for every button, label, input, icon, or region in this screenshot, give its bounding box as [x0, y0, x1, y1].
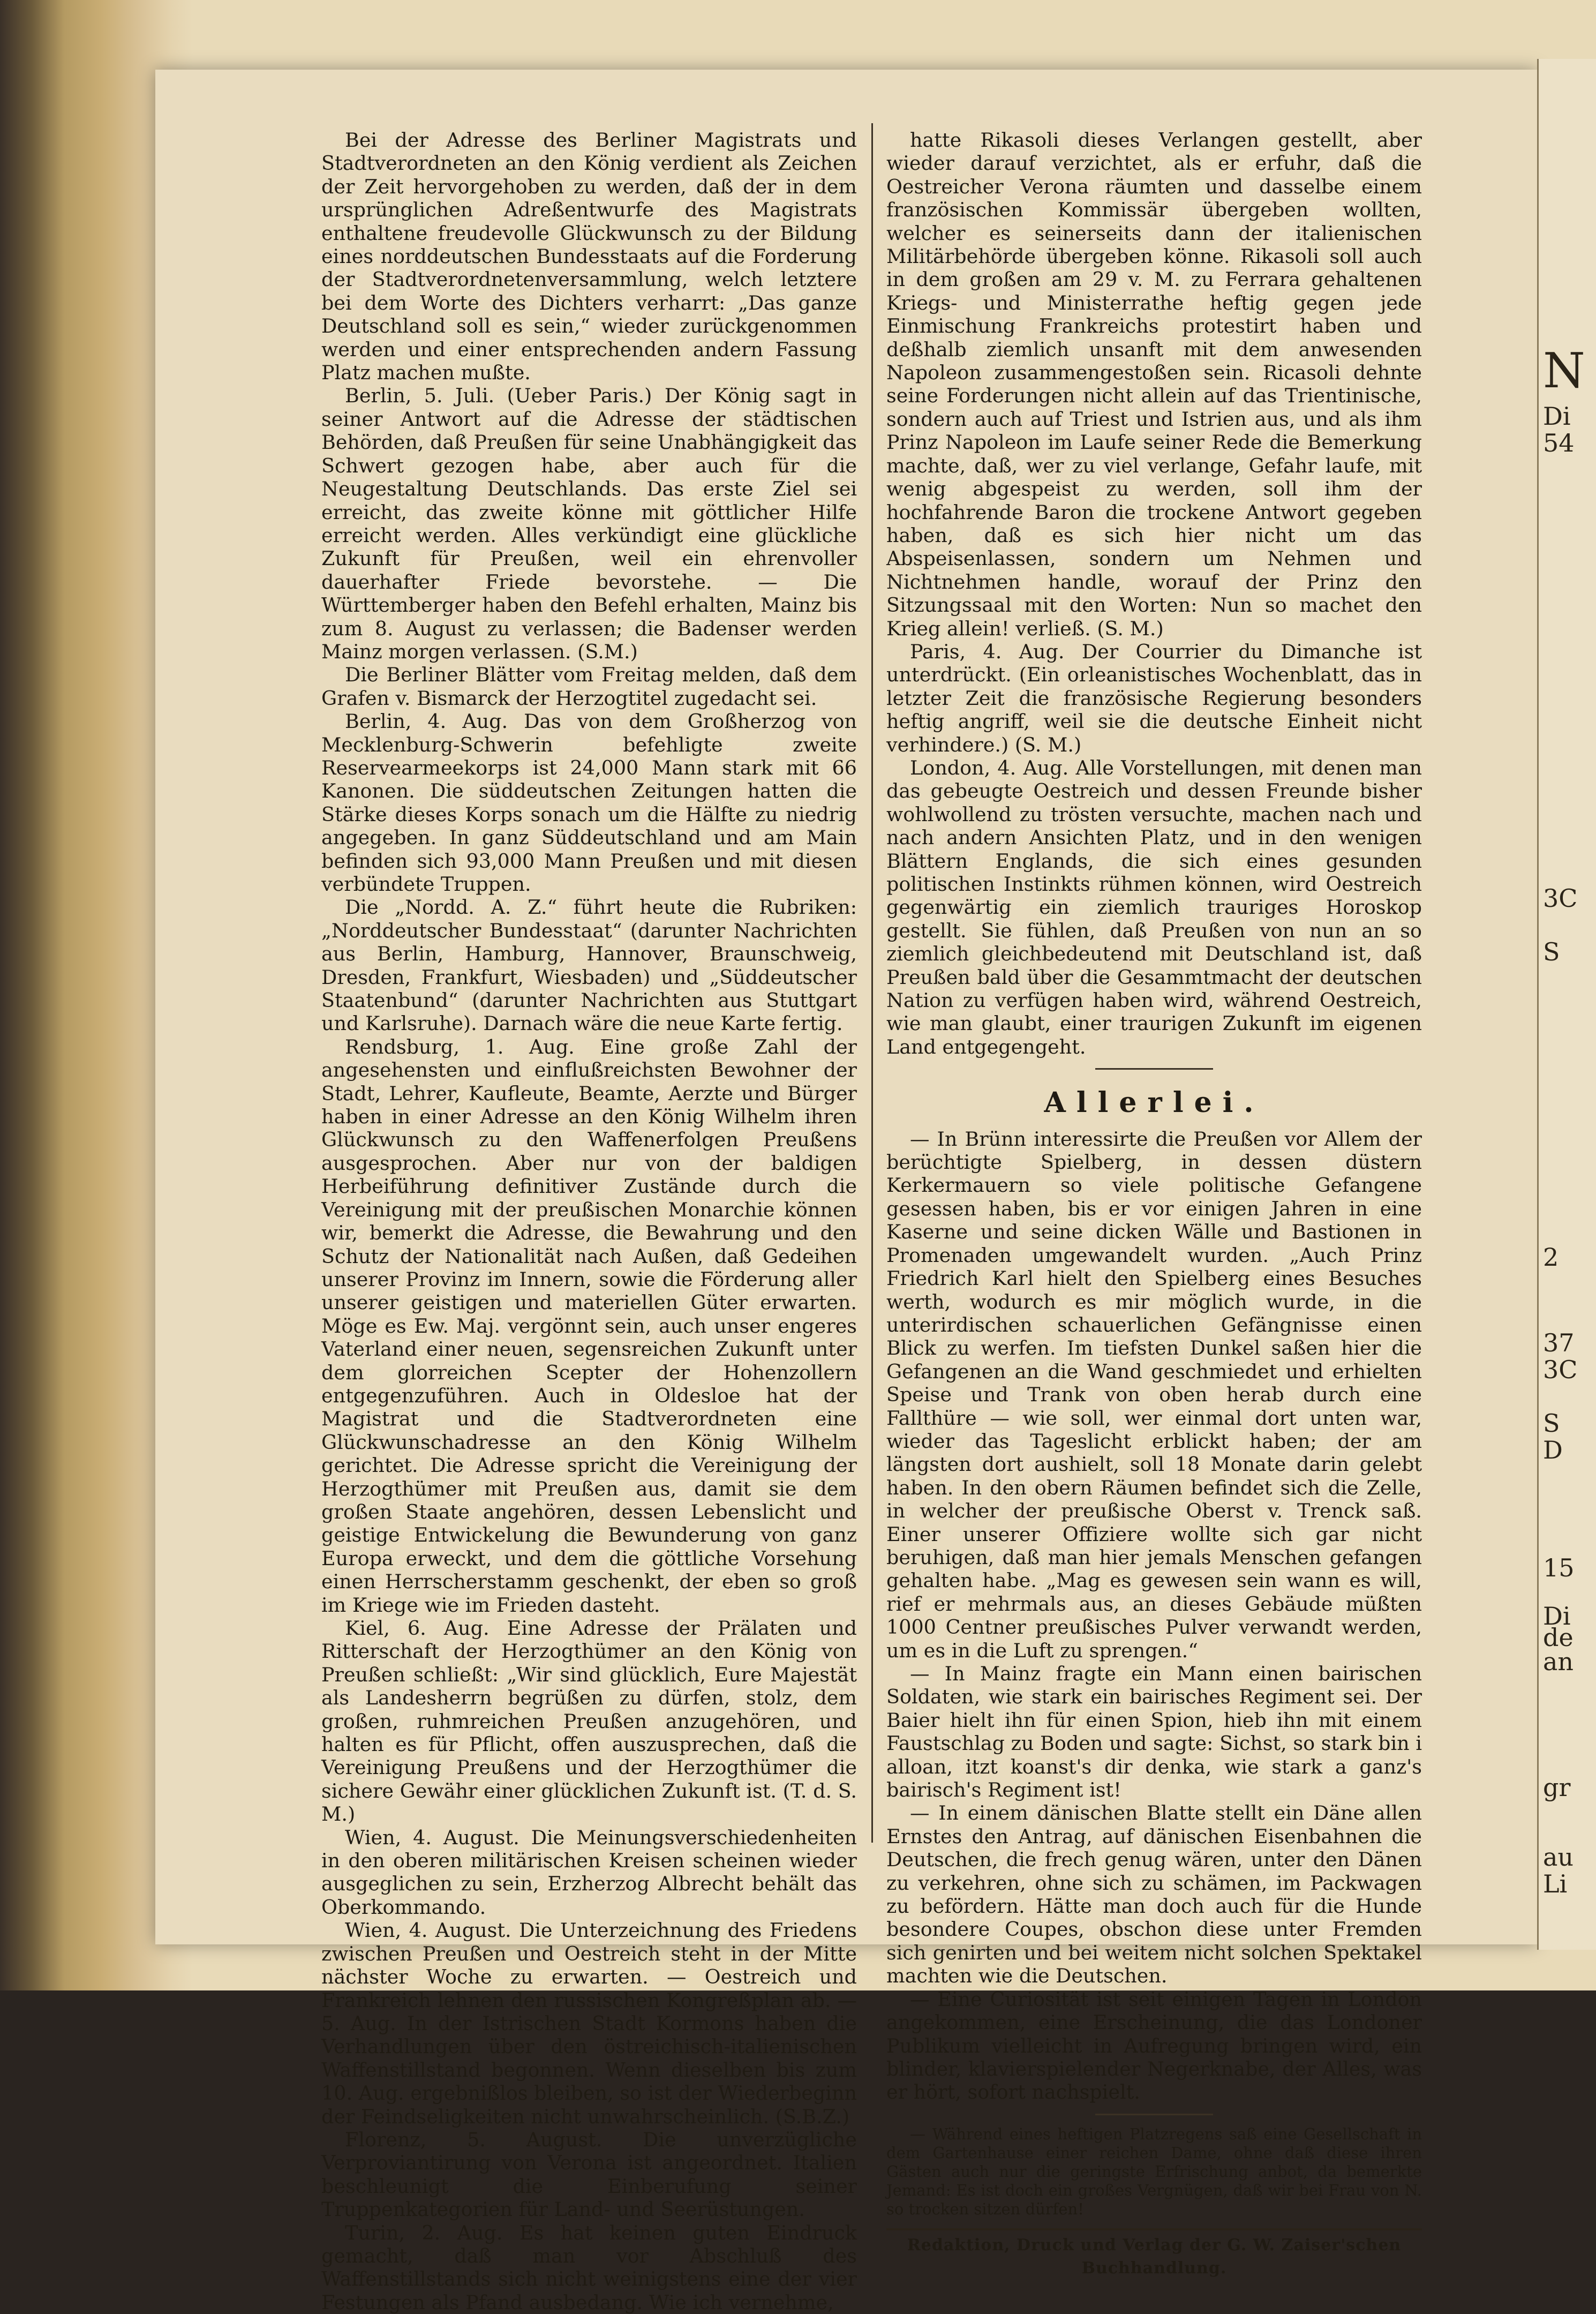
article-paragraph: Die „Nordd. A. Z.“ führt heute die Rubriken: „Norddeutscher Bundesstaat“ (darunter Nachrichten aus Berlin, Hamburg, Hannover, Braunschweig, Dresden, Frankfurt, Wiesbaden) und „Süddeutscher Staatenbund“ (darunter Nachrichten aus Stuttgart und Karlsruhe). Darnach wäre die neue Karte fertig.: [321, 896, 857, 1035]
article-paragraph: Kiel, 6. Aug. Eine Adresse der Prälaten und Ritterschaft der Herzogthümer an den König von Preußen schließt: „Wir sind glücklich, Eure Majestät als Landesherrn begrüßen zu dürfen, stolz, dem großen, ruhmreichen Preußen anzugehören, und halten es für Pflicht, offen auszusprechen, daß die Vereinigung Preußens und der Herzogthümer die sichere Gewähr einer glücklichen Zukunft ist. (T. d. S. M.): [321, 1617, 857, 1826]
left-column: [321, 129, 857, 2314]
article-paragraph: Die Berliner Blätter vom Freitag melden, daß dem Grafen v. Bismarck der Herzogtitel zugedacht sei.: [321, 663, 857, 710]
right-column: [886, 129, 1422, 2278]
article-paragraph: Wien, 4. August. Die Unterzeichnung des Friedens zwischen Preußen und Oestreich steht in der Mitte nächster Woche zu erwarten. — Oestreich und Frankreich lehnen den russischen Kongreßplan ab. — 5. Aug. In der Istrischen Stadt Kormons haben die Verhandlungen über den östreichisch-italienischen Waffenstillstand begonnen. Wenn dieselben bis zum 10. Aug. ergebnißlos bleiben, so ist der Wiederbeginn der Feindseligkeiten nicht unwahrscheinlich. (S.B.Z.): [321, 1919, 857, 2128]
edge-fragment: Li: [1543, 1869, 1568, 1898]
article-paragraph: hatte Rikasoli dieses Verlangen gestellt, aber wieder darauf verzichtet, als er erfuhr, daß die Oestreicher Verona räumten und dasselbe einem französischen Kommissär übergeben wollten, welcher es seinerseits dann der italienischen Militärbehörde übergeben könne. Rikasoli soll auch in dem großen am 29 v. M. zu Ferrara gehaltenen Kriegs- und Ministerrathe heftig gegen jede Einmischung Frankreichs protestirt haben und deßhalb ziemlich unsanft mit dem anwesenden Napoleon zusammengestoßen sein. Ricasoli dehnte seine Forderungen nicht allein auf das Trientinische, sondern auch auf Triest und Istrien aus, und als ihm Prinz Napoleon im Laufe seiner Rede die Bemerkung machte, daß, wer zu viel verlange, Gefahr laufe, mit wenig abgespeist zu werden, soll ihm der hochfahrende Baron die trockene Antwort gegeben haben, daß es sich hier nicht um das Abspeisenlassen, sondern um Nehmen und Nichtnehmen handle, worauf der Prinz den Sitzungssaal mit den Worten: Nun so machet den Krieg allein! verließ. (S. M.): [886, 129, 1422, 640]
edge-fragment: D: [1543, 1436, 1563, 1464]
article-paragraph: London, 4. Aug. Alle Vorstellungen, mit denen man das gebeugte Oestreich und dessen Freunde bisher wohlwollend zu trösten versuchte, machen nach und nach andern Ansichten Platz, und in den wenigen Blättern Englands, die sich eines gesunden politischen Instinkts rühmen können, wird Oestreich gegenwärtig ein ziemlich trauriges Horoskop gestellt. Sie fühlen, daß Preußen von nun an so ziemlich gleichbedeutend mit Deutschland ist, daß Preußen bald über die Gesammtmacht der deutschen Nation zu verfügen haben wird, während Oestreich, wie man glaubt, einer traurigen Zukunft im eigenen Land entgegengeht.: [886, 756, 1422, 1058]
miscellany-item: — In Mainz fragte ein Mann einen bairischen Soldaten, wie stark ein bairisches Regiment sei. Der Baier hielt ihn für einen Spion, hieb ihn mit einem Faustschlag zu Boden und sagte: Sichst, so stark bin i alloan, itzt koanst's dir denka, wie stark a ganz's bairisch's Regiment ist!: [886, 1662, 1422, 1802]
edge-fragment: 2: [1543, 1243, 1559, 1272]
miscellany-item: — Eine Curiosität ist seit einigen Tagen in London angekommen, eine Erscheinung, die das Londoner Publikum vielleicht in Aufregung bringen wird, ein blinder, klavierspielender Negerknabe, der Alles, was er hört, sofort nachspielt.: [886, 1987, 1422, 2104]
section-heading: Allerlei.: [1044, 1086, 1264, 1120]
section-divider: [1095, 2114, 1213, 2115]
imprint-rule: [886, 2228, 1422, 2230]
imprint-line: Redaktion, Druck und Verlag der G. W. Zaiser'schen Buchhandlung.: [907, 2235, 1402, 2278]
article-paragraph: Wien, 4. August. Die Meinungsverschiedenheiten in den oberen militärischen Kreisen scheinen wieder ausgeglichen zu sein, Erzherzog Albrecht behält das Oberkommando.: [321, 1825, 857, 1919]
edge-fragment: gr: [1543, 1773, 1571, 1802]
edge-fragment: Di: [1543, 402, 1571, 431]
article-paragraph: Turin, 2. Aug. Es hat keinen guten Eindruck gemacht, daß man vor Abschluß des Waffenstillstands sich nicht weinigstens eine der vier Festungen als Pfand ausbedang. Wie ich vernehme,: [321, 2221, 857, 2314]
edge-fragment: Di: [1543, 1602, 1571, 1631]
edge-fragment: 15: [1543, 1553, 1575, 1582]
article-paragraph: Paris, 4. Aug. Der Courrier du Dimanche ist unterdrückt. (Ein orleanistisches Wochenblatt, das in letzter Zeit die französische Regierung besonders heftig angriff, weil sie die deutsche Einheit nicht verhindere.) (S. M.): [886, 640, 1422, 756]
section-divider: [1095, 1068, 1213, 1070]
adjacent-page-edge: [1537, 59, 1596, 1950]
edge-fragment: S: [1543, 937, 1560, 966]
article-paragraph: Florenz, 5. August. Die unverzügliche Verproviantirung von Verona ist angeordnet. Italien beschleunigt die Einberufung seiner Truppenkategorien für Land- und Seerüstungen.: [321, 2128, 857, 2221]
miscellany-item: — In einem dänischen Blatte stellt ein Däne allen Ernstes den Antrag, auf dänischen Eisenbahnen die Deutschen, die frech genug wären, unter den Dänen zu verkehren, ohne sich zu schämen, im Packwagen zu befördern. Hätte man doch auch für die Hunde besondere Coupes, obschon diese unter Fremden sich genirten und bei weitem nicht solchen Spektakel machten wie die Deutschen.: [886, 1801, 1422, 1988]
edge-fragment: de: [1543, 1623, 1574, 1652]
edge-fragment: 3C: [1543, 884, 1578, 913]
edge-fragment: 37: [1543, 1328, 1575, 1357]
article-paragraph: Berlin, 4. Aug. Das von dem Großherzog von Mecklenburg-Schwerin befehligte zweite Reservearmeekorps ist 24,000 Mann stark mit 66 Kanonen. Die süddeutschen Zeitungen hatten die Stärke dieses Korps sonach um die Hälfte zu niedrig angegeben. In ganz Süddeutschland und am Main befinden sich 93,000 Mann Preußen und mit diesen verbündete Truppen.: [321, 710, 857, 896]
miscellany-item: — In Brünn interessirte die Preußen vor Allem der berüchtigte Spielberg, in dessen düstern Kerkermauern so viele politische Gefangene gesessen haben, bis er vor einigen Jahren in eine Kaserne und seine dicken Wälle und Bastionen in Promenaden umgewandelt wurden. „Auch Prinz Friedrich Karl hielt den Spielberg eines Besuches werth, wodurch es mir möglich wurde, in die unterirdischen schauerlichen Gefängnisse einen Blick zu werfen. Im tiefsten Dunkel saßen hier die Gefangenen an die Wand geschmiedet und erhielten Speise und Trank von oben herab durch eine Fallthüre — wie soll, wer einmal dort unten war, wieder das Tageslicht erblickt haben; der am längsten dort aushielt, soll 18 Monate darin gelebt haben. In den obern Räumen befindet sich die Zelle, in welcher der preußische Oberst v. Trenck saß. Einer unserer Offiziere wollte sich gar nicht beruhigen, daß man hier jemals Menschen gefangen gehalten habe. „Mag es gewesen sein wann es will, rief er mehrmals aus, an dieses Gebäude müßten 1000 Centner preußisches Pulver verwandt werden, um es in die Luft zu sprengen.“: [886, 1127, 1422, 1662]
article-paragraph: Bei der Adresse des Berliner Magistrats und Stadtverordneten an den König verdient als Zeichen der Zeit hervorgehoben zu werden, daß der in dem ursprünglichen Adreßentwurfe des Magistrats enthaltene freudevolle Glückwunsch zu der Bildung eines norddeutschen Bundesstaats auf die Forderung der Stadtverordnetenversammlung, welch letztere bei dem Worte des Dichters verharrt: „Das ganze Deutschland soll es sein,“ wieder zurückgenommen werden und einer entsprechenden andern Fassung Platz machen mußte.: [321, 129, 857, 385]
small-print-note: — Während eines heftigen Platzregens saß eine Gesellschaft in dem Gartenhause einer reichen Dame, ohne daß diese ihren Gästen auch nur die geringste Erfrischung anbot, da bemerkte Jemand: Es ist doch ein großes Vergnügen, daß wir bei Frau von N. so trocken sitzen dürfen!: [886, 2124, 1422, 2218]
edge-fragment: 54: [1543, 429, 1575, 457]
edge-fragment: an: [1543, 1647, 1574, 1676]
edge-fragment: S: [1543, 1409, 1560, 1438]
column-divider: [871, 123, 873, 1843]
article-paragraph: Berlin, 5. Juli. (Ueber Paris.) Der König sagt in seiner Antwort auf die Adresse der städtischen Behörden, daß Preußen für seine Unabhängigkeit das Schwert gezogen habe, aber auch für die Neugestaltung Deutschlands. Das erste Ziel sei erreicht, das zweite könne mit göttlicher Hilfe erreicht werden. Alles verkündigt eine glückliche Zukunft für Preußen, weil ein ehrenvoller dauerhafter Friede bevorstehe. — Die Württemberger haben den Befehl erhalten, Mainz bis zum 8. August zu verlassen; die Badenser werden Mainz morgen verlassen. (S.M.): [321, 384, 857, 663]
edge-fragment: au: [1543, 1843, 1574, 1872]
edge-fragment: 3C: [1543, 1355, 1578, 1384]
edge-fragment: N: [1543, 343, 1585, 399]
article-paragraph: Rendsburg, 1. Aug. Eine große Zahl der angesehensten und einflußreichsten Bewohner der Stadt, Lehrer, Kaufleute, Beamte, Aerzte und Bürger haben in einer Adresse an den König Wilhelm ihren Glückwunsch zu den Waffenerfolgen Preußens ausgesprochen. Aber nur von der baldigen Herbeiführung definitiver Zustände durch die Vereinigung mit der preußischen Monarchie können wir, bemerkt die Adresse, die Bewahrung und den Schutz der Nationalität nach Außen, daß Gedeihen unserer Provinz im Innern, sowie die Förderung aller unserer geistigen und materiellen Güter erwarten. Möge es Ew. Maj. vergönnt sein, auch unser engeres Vaterland einer neuen, segensreichen Zukunft unter dem glorreichen Scepter der Hohenzollern entgegenzuführen. Auch in Oldesloe hat der Magistrat und die Stadtverordneten eine Glückwunschadresse an den König Wilhelm gerichtet. Die Adresse spricht die Vereinigung der Herzogthümer mit Preußen aus, damit sie dem großen Staate angehören, dessen Lebenslicht und geistige Entwickelung die Bewunderung von ganz Europa erweckt, und dem die göttliche Vorsehung einen Herrscherstamm geschenkt, der eben so groß im Kriege wie im Frieden dasteht.: [321, 1035, 857, 1617]
